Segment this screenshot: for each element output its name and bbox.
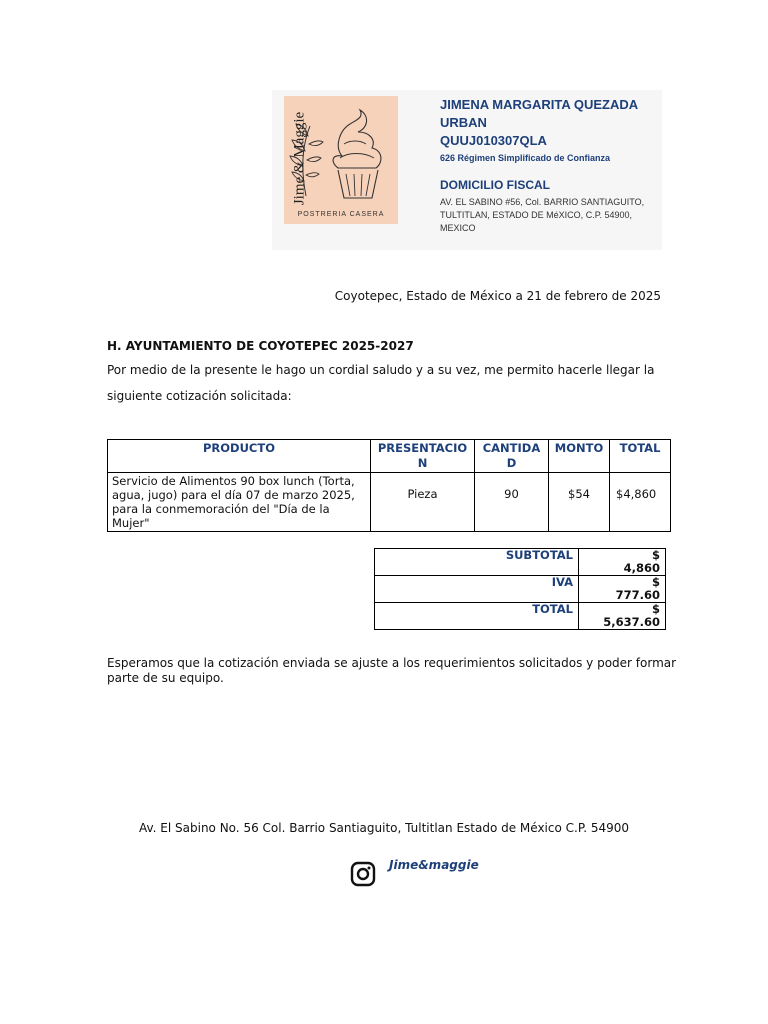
tax-regime: 626 Régimen Simplificado de Confianza <box>440 153 611 163</box>
summary-row-total <box>375 603 666 630</box>
total-value: $ 5,637.60 <box>579 603 666 630</box>
summary-table <box>374 548 666 630</box>
intro-line2: siguiente cotización solicitada: <box>107 389 292 403</box>
fiscal-address-line2: TULTITLAN, ESTADO DE MéXICO, C.P. 54900, <box>440 210 633 220</box>
fiscal-address-title: DOMICILIO FISCAL <box>440 178 550 192</box>
total-label: TOTAL <box>375 603 579 630</box>
intro-line1: Por medio de la presente le hago un cordial saludo y a su vez, me permito hacerle llegar la <box>107 363 655 377</box>
summary-row-iva <box>375 576 666 603</box>
logo-tagline: POSTRERIA CASERA <box>297 211 385 218</box>
owner-name-line1: JIMENA MARGARITA QUEZADA <box>440 97 639 112</box>
summary-row-subtotal <box>375 549 666 576</box>
col-header-cantidad: CANTIDA D <box>475 440 549 473</box>
iva-value: $ 777.60 <box>579 576 666 603</box>
social-handle-link[interactable]: Jime&maggie <box>389 858 479 872</box>
recipient-heading: H. AYUNTAMIENTO DE COYOTEPEC 2025-2027 <box>107 339 414 353</box>
owner-name-line2: URBAN <box>440 115 487 130</box>
date-line: Coyotepec, Estado de México a 21 de febrero de 2025 <box>334 289 661 303</box>
iva-label: IVA <box>375 576 579 603</box>
col-header-presentacion: PRESENTACIO N <box>371 440 475 473</box>
product-table <box>107 439 671 532</box>
cell-producto: Servicio de Alimentos 90 box lunch (Torta, agua, jugo) para el día 07 de marzo 2025, para la conmemoración del "Día de la Mujer" <box>108 473 371 532</box>
col-header-producto: PRODUCTO <box>108 440 371 473</box>
cell-total: $4,860 <box>610 473 671 532</box>
fiscal-address-line3: MEXICO <box>440 223 476 233</box>
logo-brand-text: Jime & Maggie <box>291 111 308 206</box>
subtotal-value: $ 4,860 <box>579 549 666 576</box>
closing-line2: parte de su equipo. <box>107 671 224 685</box>
col-header-total: TOTAL <box>610 440 671 473</box>
instagram-icon[interactable] <box>350 861 376 887</box>
col-header-monto: MONTO <box>549 440 610 473</box>
brand-logo <box>284 96 398 224</box>
cell-presentacion: Pieza <box>371 473 475 532</box>
cell-monto: $54 <box>549 473 610 532</box>
fiscal-address-line1: AV. EL SABINO #56, Col. BARRIO SANTIAGUITO, <box>440 197 645 207</box>
owner-rfc: QUUJ010307QLA <box>440 133 547 148</box>
closing-line1: Esperamos que la cotización enviada se ajuste a los requerimientos solicitados y poder formar <box>107 656 677 670</box>
footer-address: Av. El Sabino No. 56 Col. Barrio Santiaguito, Tultitlan Estado de México C.P. 54900 <box>138 821 629 835</box>
subtotal-label: SUBTOTAL <box>375 549 579 576</box>
cell-cantidad: 90 <box>475 473 549 532</box>
table-header-row <box>108 440 671 473</box>
table-row <box>108 473 671 532</box>
